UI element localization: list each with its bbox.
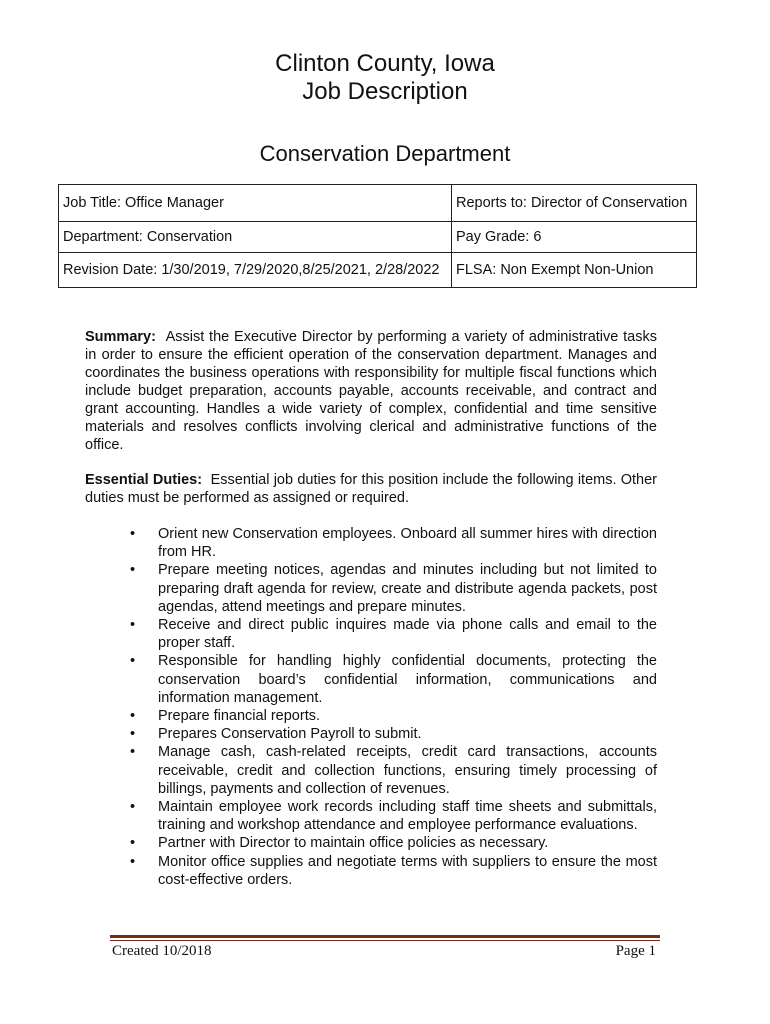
footer-rule-thin [110, 940, 660, 941]
revision-date-cell: Revision Date: 1/30/2019, 7/29/2020,8/25/2021, 2/28/2022 [59, 253, 452, 288]
footer-created-date: Created 10/2018 [112, 943, 212, 959]
footer-rule [110, 935, 660, 938]
flsa-cell: FLSA: Non Exempt Non-Union [452, 253, 697, 288]
bullet-icon: • [130, 744, 136, 761]
bullet-icon: • [130, 526, 136, 542]
pay-grade-cell: Pay Grade: 6 [452, 222, 697, 253]
list-item [130, 834, 657, 852]
summary-text: Assist the Executive Director by performing a variety of administrative tasks in order to ensure the efficient operation of the conservation department. Manages and coordinates the business operations with responsibility for multiple fiscal functions which include budget preparation, accounts payable, accounts receivable, and contract and grant accounting. Handles a wide variety of complex, confidential and time sensitive materials and resolves conflicts involving clerical and administrative functions of the office. [85, 329, 657, 453]
list-item [130, 725, 657, 743]
bullet-icon: • [130, 617, 136, 634]
essential-duties-label: Essential Duties: [85, 472, 203, 488]
department-cell: Department: Conservation [59, 222, 452, 253]
list-item [130, 743, 657, 798]
duty-text: Responsible for handling highly confidential documents, protecting the conservation board’s confidential information, communications and information management. [158, 653, 657, 706]
table-row [59, 222, 697, 253]
bullet-icon: • [130, 853, 136, 870]
county-title: Clinton County, Iowa [275, 50, 495, 77]
duties-list [130, 525, 657, 889]
duty-text: Prepare meeting notices, agendas and minutes including but not limited to preparing draft agenda for review, create and distribute agenda packets, post agendas, attend meetings and prepare minutes. [158, 562, 657, 615]
bullet-icon: • [130, 726, 136, 743]
footer-page-number: Page 1 [615, 943, 656, 959]
list-item [130, 525, 657, 561]
department-heading: Conservation Department [259, 141, 511, 166]
duty-text: Manage cash, cash-related receipts, credit card transactions, accounts receivable, credit and collection functions, ensuring timely processing of billings, payments and collection of revenues. [158, 744, 657, 797]
duty-text: Prepares Conservation Payroll to submit. [158, 726, 422, 743]
duty-text: Prepare financial reports. [158, 708, 320, 725]
bullet-icon: • [130, 835, 136, 852]
essential-duties-paragraph [85, 471, 657, 507]
duty-text: Monitor office supplies and negotiate terms with suppliers to ensure the most cost-effective orders. [158, 853, 657, 888]
duty-text: Receive and direct public inquires made via phone calls and email to the proper staff. [158, 617, 657, 652]
bullet-icon: • [130, 708, 136, 725]
job-title-cell: Job Title: Office Manager [59, 185, 452, 222]
duty-text: Maintain employee work records including staff time sheets and submittals, training and workshop attendance and employee performance evaluations. [158, 799, 657, 834]
duty-text: Partner with Director to maintain office policies as necessary. [158, 835, 549, 852]
bullet-icon: • [130, 653, 136, 670]
bullet-icon: • [130, 562, 136, 579]
job-info-table [58, 184, 697, 288]
list-item [130, 707, 657, 725]
list-item [130, 853, 657, 889]
list-item [130, 561, 657, 616]
bullet-icon: • [130, 799, 136, 816]
list-item [130, 616, 657, 652]
summary-label: Summary: [85, 329, 156, 345]
table-row [59, 185, 697, 222]
document-type-title: Job Description [302, 78, 468, 105]
reports-to-cell: Reports to: Director of Conservation [452, 185, 697, 222]
essential-duties-intro: Essential job duties for this position include the following items. Other duties must be performed as assigned or required. [85, 472, 658, 506]
list-item [130, 652, 657, 707]
summary-paragraph [85, 328, 657, 454]
duty-text: Orient new Conservation employees. Onboard all summer hires with direction from HR. [158, 526, 657, 561]
table-row [59, 253, 697, 288]
list-item [130, 798, 657, 834]
